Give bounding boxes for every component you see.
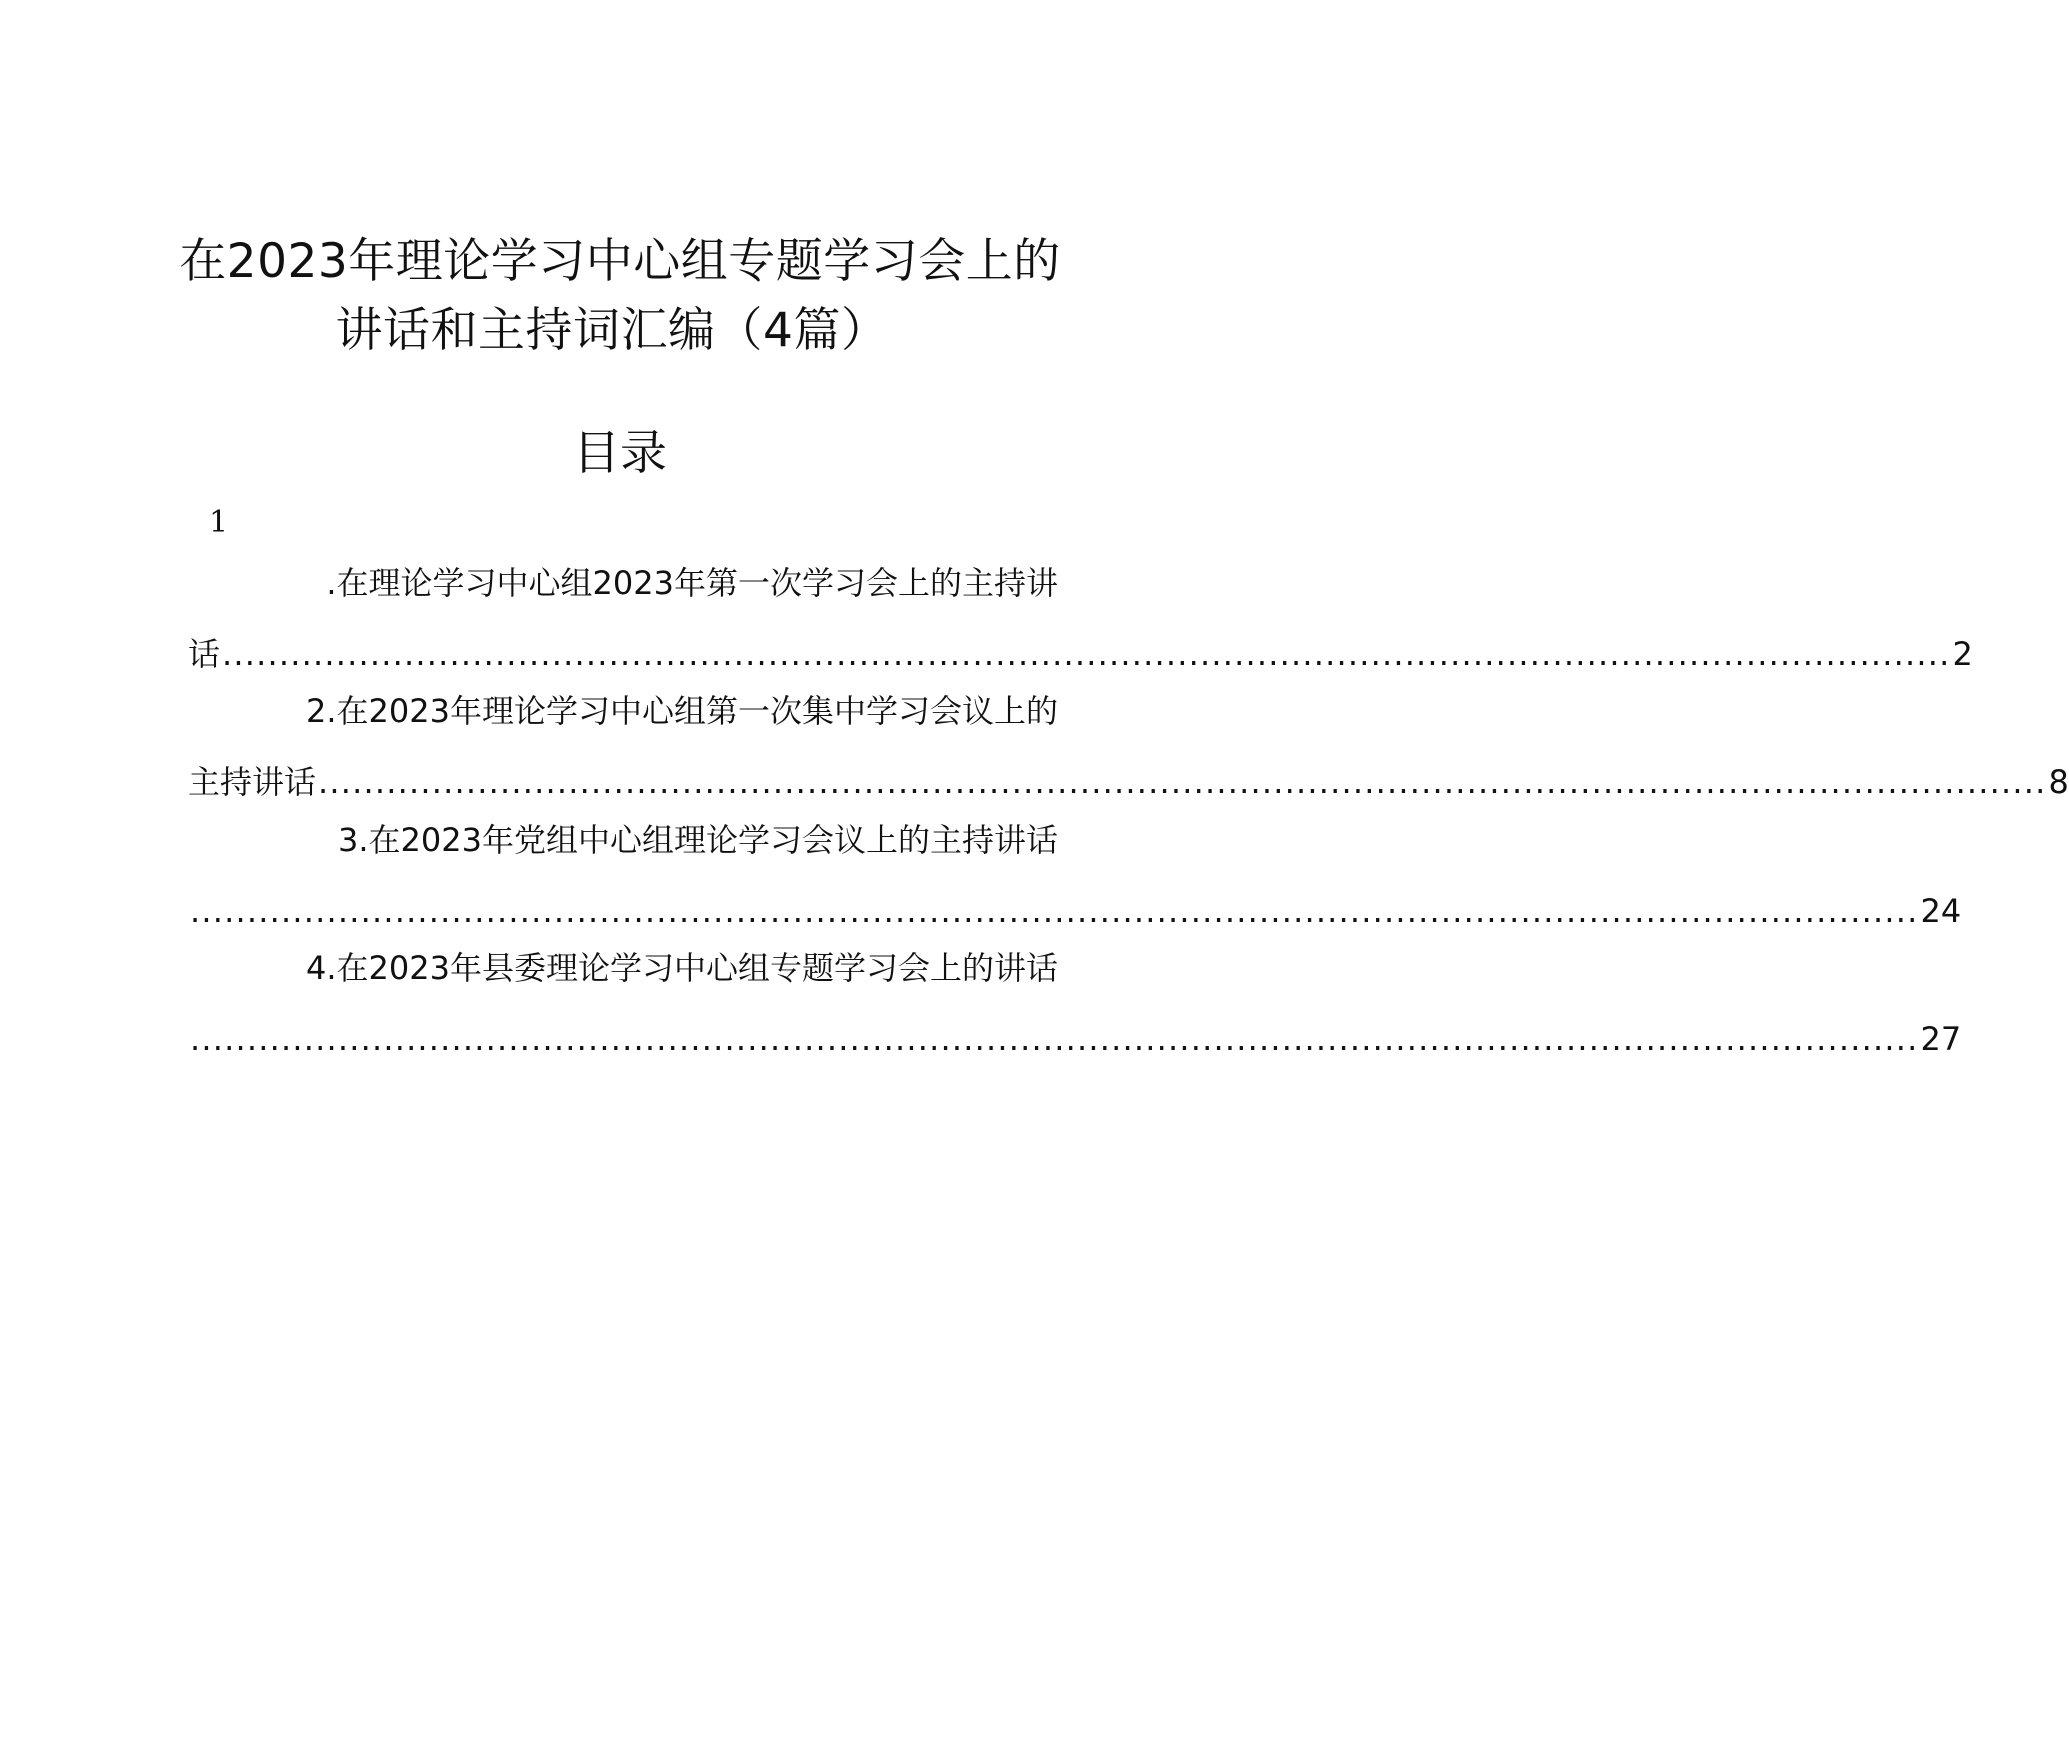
toc-entry-continuation [188, 1015, 1962, 1058]
document-title-line-2: 讲话和主持词汇编（4篇） [335, 303, 889, 358]
toc-entry-title-tail: 主持讲话 [188, 763, 317, 801]
toc-entry-4[interactable] [188, 949, 1962, 1058]
toc-entry-1[interactable] [188, 564, 1973, 673]
toc-dot-leader: ........................................................................................................................................................ [190, 892, 1919, 930]
toc-entry-continuation [188, 630, 1973, 673]
toc-entry-title: .在理论学习中心组2023年第一次学习会上的主持讲 [326, 564, 1058, 602]
document-title-line-1: 在2023年理论学习中心组专题学习会上的 [179, 234, 1061, 289]
toc-heading: 目录 [573, 426, 667, 481]
toc-entry-title-tail: 话 [188, 635, 221, 673]
toc-stray-number: 1 [209, 505, 229, 540]
toc-page-number: 24 [1920, 892, 1962, 930]
toc-entry-2[interactable] [188, 692, 2069, 801]
toc-page-number: 2 [1952, 635, 1973, 673]
toc-entry-title: 3.在2023年党组中心组理论学习会议上的主持讲话 [338, 821, 1058, 859]
toc-page-number: 8 [2048, 763, 2069, 801]
toc-entry-continuation [188, 887, 1962, 930]
toc-dot-leader: ........................................................................................................................................................ [190, 1020, 1919, 1058]
toc-entry-title: 2.在2023年理论学习中心组第一次集中学习会议上的 [306, 692, 1058, 730]
toc-dot-leader: ........................................................................................................................................................ [222, 635, 1951, 673]
toc-page-number: 27 [1920, 1020, 1962, 1058]
toc-entry-continuation [188, 758, 2069, 801]
toc-entry-title: 4.在2023年县委理论学习中心组专题学习会上的讲话 [306, 949, 1058, 987]
toc-dot-leader: ........................................................................................................................................................ [318, 763, 2047, 801]
toc-entry-3[interactable] [188, 821, 1962, 930]
